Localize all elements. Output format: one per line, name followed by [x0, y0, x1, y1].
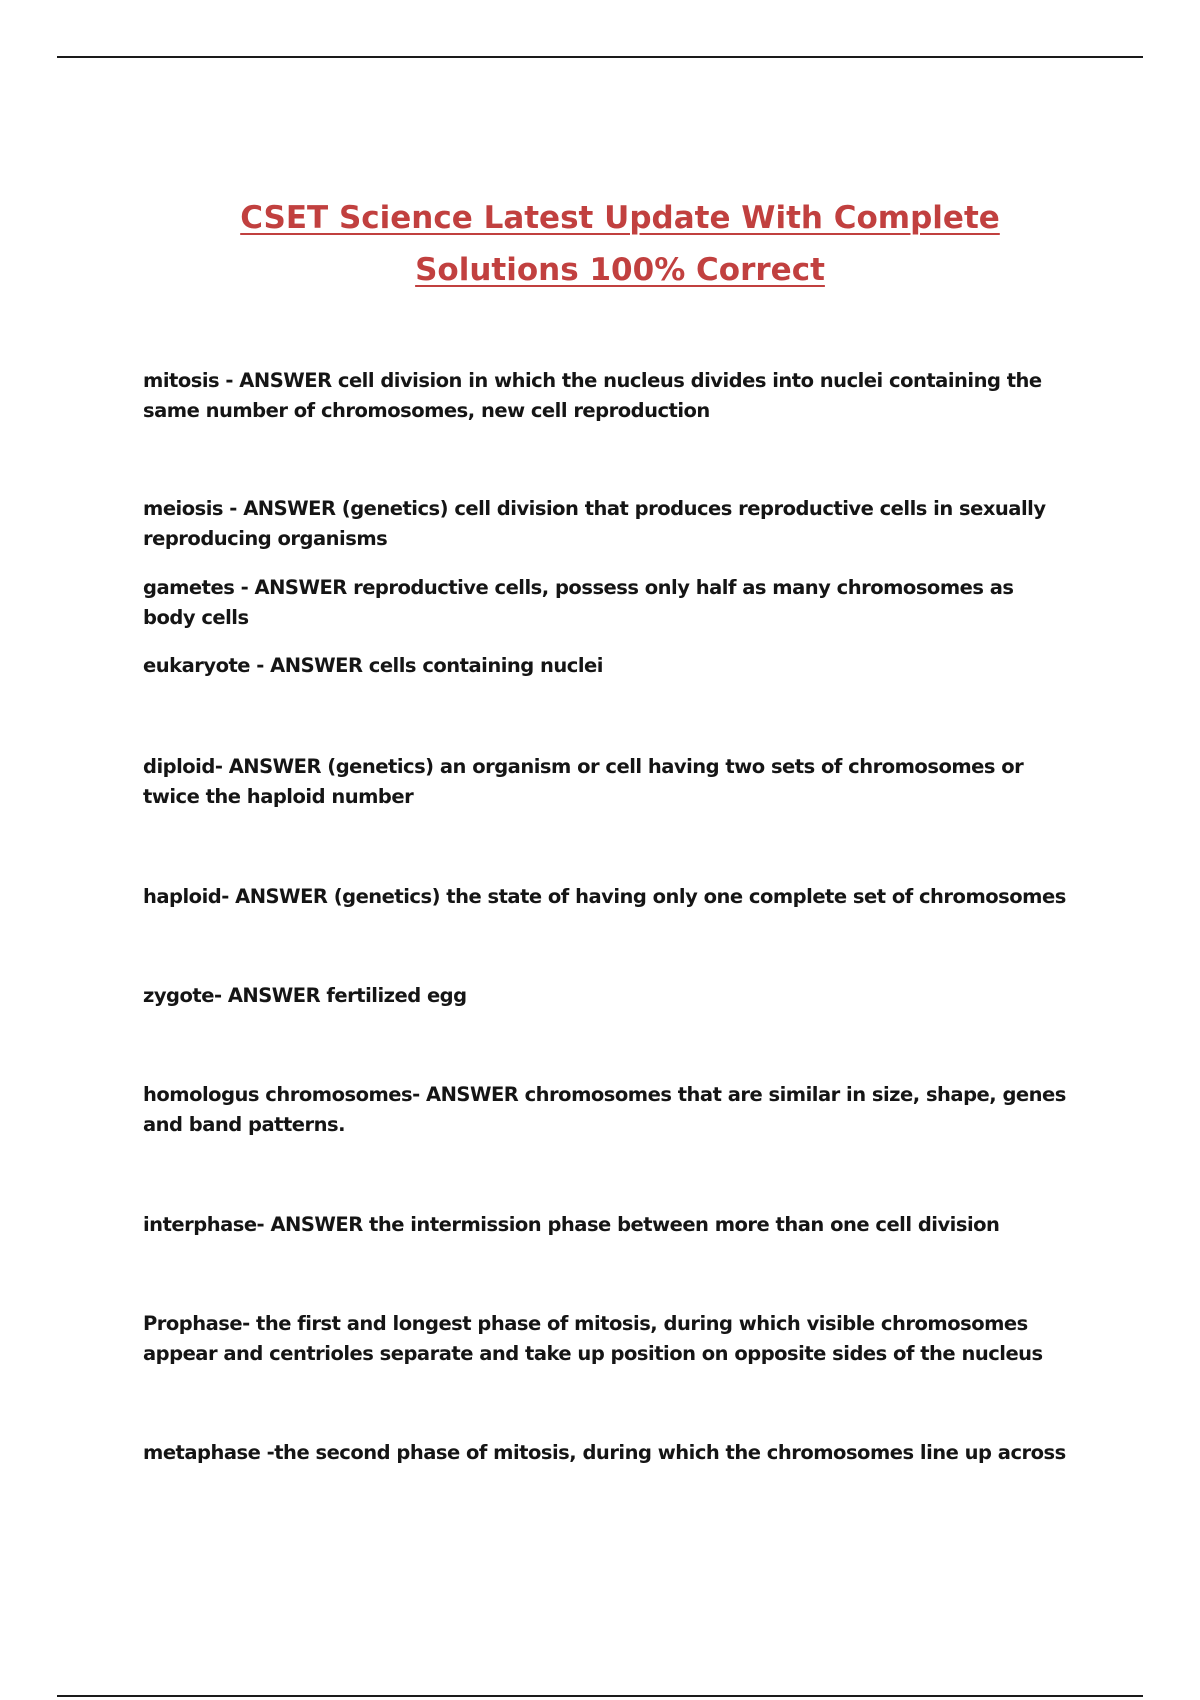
entry-line: metaphase -the second phase of mitosis, during which the chromosomes line up across	[143, 1441, 1066, 1464]
entry-diploid	[143, 752, 1103, 812]
entry-line: diploid- ANSWER (genetics) an organism or cell having two sets of chromosomes or	[143, 755, 1024, 778]
entry-line: body cells	[143, 606, 249, 629]
entry-homologus-chromosomes	[143, 1080, 1103, 1140]
entry-zygote	[143, 981, 1103, 1011]
entry-line: zygote- ANSWER fertilized egg	[143, 984, 467, 1007]
entry-prophase	[143, 1309, 1103, 1369]
entry-eukaryote	[143, 651, 1103, 681]
entry-line: homologus chromosomes- ANSWER chromosomes that are similar in size, shape, genes	[143, 1083, 1066, 1106]
entry-gametes	[143, 573, 1103, 633]
entry-line: reproducing organisms	[143, 527, 388, 550]
entry-line: eukaryote - ANSWER cells containing nuclei	[143, 654, 603, 677]
entry-line: same number of chromosomes, new cell reproduction	[143, 399, 710, 422]
entry-interphase	[143, 1210, 1103, 1240]
entry-meiosis	[143, 494, 1103, 554]
entry-line: gametes - ANSWER reproductive cells, possess only half as many chromosomes as	[143, 576, 1014, 599]
entry-line: Prophase- the first and longest phase of mitosis, during which visible chromosomes	[143, 1312, 1028, 1335]
document-title	[200, 192, 1040, 296]
entry-line: interphase- ANSWER the intermission phase between more than one cell division	[143, 1213, 1000, 1236]
entry-line: twice the haploid number	[143, 785, 414, 808]
entry-line: haploid- ANSWER (genetics) the state of having only one complete set of chromosomes	[143, 885, 1066, 908]
entry-haploid	[143, 882, 1103, 912]
top-divider	[57, 56, 1143, 58]
entry-metaphase	[143, 1438, 1103, 1468]
entry-line: meiosis - ANSWER (genetics) cell division that produces reproductive cells in sexually	[143, 497, 1046, 520]
title-line-1: CSET Science Latest Update With Complete	[240, 200, 1000, 236]
entry-line: appear and centrioles separate and take up position on opposite sides of the nucleus	[143, 1342, 1043, 1365]
entry-line: and band patterns.	[143, 1113, 346, 1136]
bottom-divider	[57, 1695, 1143, 1697]
entry-mitosis	[143, 366, 1103, 426]
title-line-2: Solutions 100% Correct	[415, 252, 825, 288]
entry-line: mitosis - ANSWER cell division in which the nucleus divides into nuclei containing the	[143, 369, 1042, 392]
